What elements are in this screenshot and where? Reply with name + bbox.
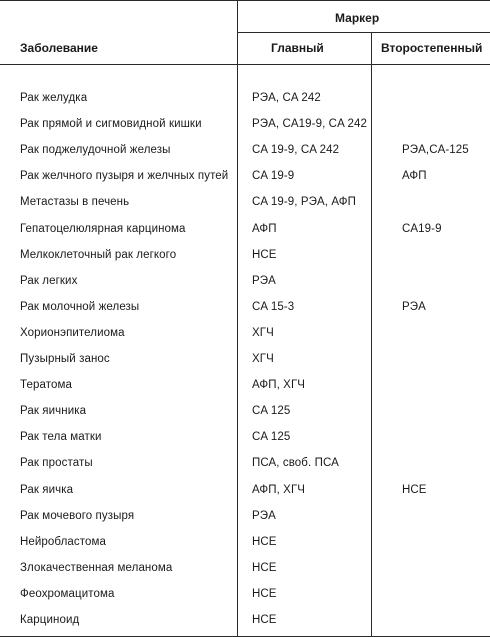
primary-marker-cell: ХГЧ xyxy=(252,327,274,339)
primary-marker-cell: ХГЧ xyxy=(252,353,274,365)
marker-underline-rule xyxy=(237,32,490,33)
primary-marker-cell: НСЕ xyxy=(252,562,277,574)
secondary-marker-cell: АФП xyxy=(402,170,427,182)
disease-cell: Рак яичка xyxy=(20,484,74,496)
secondary-marker-cell: РЭА xyxy=(402,301,426,313)
header-bottom-rule xyxy=(0,64,490,65)
primary-marker-cell: CA 15-3 xyxy=(252,301,295,313)
primary-marker-cell: АФП, ХГЧ xyxy=(252,379,306,391)
top-rule xyxy=(0,0,490,1)
primary-marker-cell: CA 19-9, CA 242 xyxy=(252,144,340,156)
disease-cell: Рак прямой и сигмовидной кишки xyxy=(20,118,202,130)
disease-cell: Рак простаты xyxy=(20,457,93,469)
disease-cell: Рак желчного пузыря и желчных путей xyxy=(20,170,229,182)
disease-cell: Карциноид xyxy=(20,614,80,626)
primary-marker-cell: АФП, ХГЧ xyxy=(252,484,306,496)
secondary-marker-cell: НСЕ xyxy=(402,484,427,496)
primary-marker-cell: CA 19-9, РЭА, АФП xyxy=(252,196,356,208)
disease-cell: Гепатоцелюлярная карцинома xyxy=(20,223,186,235)
disease-cell: Рак поджелудочной железы xyxy=(20,144,171,156)
column-divider-disease xyxy=(237,0,238,637)
primary-marker-cell: CA 125 xyxy=(252,431,291,443)
secondary-marker-cell: CA19-9 xyxy=(402,223,442,235)
disease-cell: Рак тела матки xyxy=(20,431,102,443)
disease-column-header: Заболевание xyxy=(20,41,98,55)
primary-column-header: Главный xyxy=(271,41,324,55)
disease-cell: Рак мочевого пузыря xyxy=(20,510,135,522)
disease-cell: Нейробластома xyxy=(20,536,106,548)
primary-marker-cell: РЭА, CA19-9, CA 242 xyxy=(252,118,368,130)
column-divider-primary xyxy=(371,32,372,637)
disease-cell: Рак яичника xyxy=(20,405,87,417)
primary-marker-cell: АФП xyxy=(252,223,277,235)
secondary-column-header: Второстепенный xyxy=(381,41,483,55)
disease-cell: Рак молочной железы xyxy=(20,301,140,313)
disease-cell: Метастазы в печень xyxy=(20,196,130,208)
primary-marker-cell: НСЕ xyxy=(252,249,277,261)
marker-header: Маркер xyxy=(335,11,380,25)
disease-cell: Злокачественная меланома xyxy=(20,562,173,574)
primary-marker-cell: CA 19-9 xyxy=(252,170,295,182)
disease-cell: Хорионэпителиома xyxy=(20,327,125,339)
primary-marker-cell: НСЕ xyxy=(252,614,277,626)
primary-marker-cell: РЭА xyxy=(252,275,276,287)
primary-marker-cell: ПСА, своб. ПСА xyxy=(252,457,339,469)
primary-marker-cell: НСЕ xyxy=(252,536,277,548)
disease-cell: Мелкоклеточный рак легкого xyxy=(20,249,177,261)
disease-cell: Феохромацитома xyxy=(20,588,115,600)
primary-marker-cell: НСЕ xyxy=(252,588,277,600)
secondary-marker-cell: РЭА,CA-125 xyxy=(402,144,469,156)
disease-cell: Рак желудка xyxy=(20,92,88,104)
disease-cell: Тератома xyxy=(20,379,72,391)
primary-marker-cell: CA 125 xyxy=(252,405,291,417)
disease-cell: Пузырный занос xyxy=(20,353,110,365)
disease-cell: Рак легких xyxy=(20,275,78,287)
primary-marker-cell: РЭА, CA 242 xyxy=(252,92,321,104)
primary-marker-cell: РЭА xyxy=(252,510,276,522)
